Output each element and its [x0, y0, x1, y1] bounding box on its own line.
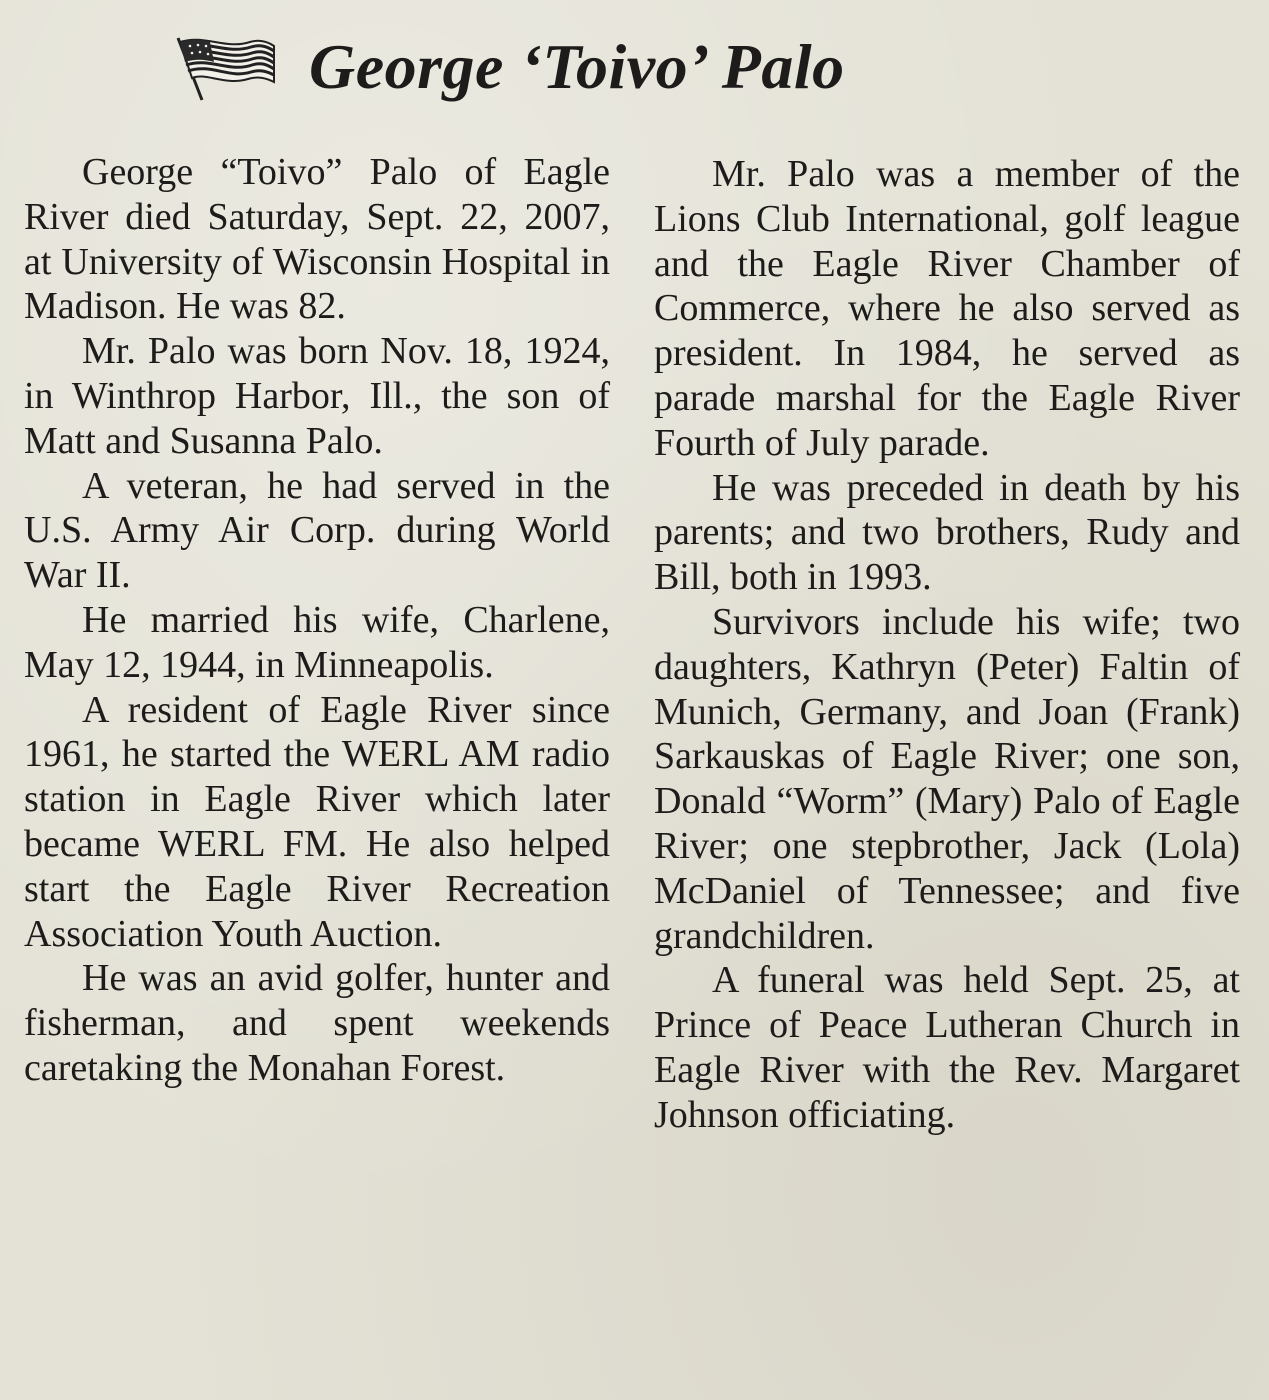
paragraph-memberships: Mr. Palo was a member of the Lions Club International, golf league and the Eagle River Chamber of Commerce, where he also served as president. In 1984, he served as parade marshal for the Eagle River Fourth of July parade. — [654, 153, 1240, 464]
us-flag-icon — [170, 32, 275, 102]
paragraph-funeral: A funeral was held Sept. 25, at Prince of Peace Lutheran Church in Eagle River with the Rev. Margaret Johnson officiating. — [654, 959, 1240, 1136]
paragraph-hobbies: He was an avid golfer, hunter and fisherman, and spent weekends caretaking the Monahan Forest. — [24, 957, 610, 1089]
paragraph-birth: Mr. Palo was born Nov. 18, 1924, in Winthrop Harbor, Ill., the son of Matt and Susanna Palo. — [24, 330, 610, 462]
paragraph-military-service: A veteran, he had served in the U.S. Army Air Corp. during World War II. — [24, 464, 610, 597]
obituary-title: George ‘Toivo’ Palo — [309, 31, 845, 102]
paragraph-survivors: Survivors include his wife; two daughters, Kathryn (Peter) Faltin of Munich, Germany, and Joan (Frank) Sarkauskas of Eagle River; one son, Donald “Worm” (Mary) Palo of Eagle River; one stepbrother, Jack (Lola) McDaniel of Tennessee; and five grandchildren. — [654, 600, 1240, 957]
right-column — [654, 152, 1240, 1138]
paragraph-death-notice: George “Toivo” Palo of Eagle River died Saturday, Sept. 22, 2007, at University of Wisconsin Hospital in Madison. He was 82. — [24, 151, 610, 328]
paragraph-career: A resident of Eagle River since 1961, he started the WERL AM radio station in Eagle River which later became WERL FM. He also helped start the Eagle River Recreation Association Youth Auction. — [24, 688, 610, 955]
headline — [170, 22, 1170, 112]
paragraph-marriage: He married his wife, Charlene, May 12, 1944, in Minneapolis. — [24, 598, 610, 686]
left-column — [24, 150, 610, 1091]
paragraph-preceded-in-death: He was preceded in death by his parents; and two brothers, Rudy and Bill, both in 1993. — [654, 466, 1240, 599]
